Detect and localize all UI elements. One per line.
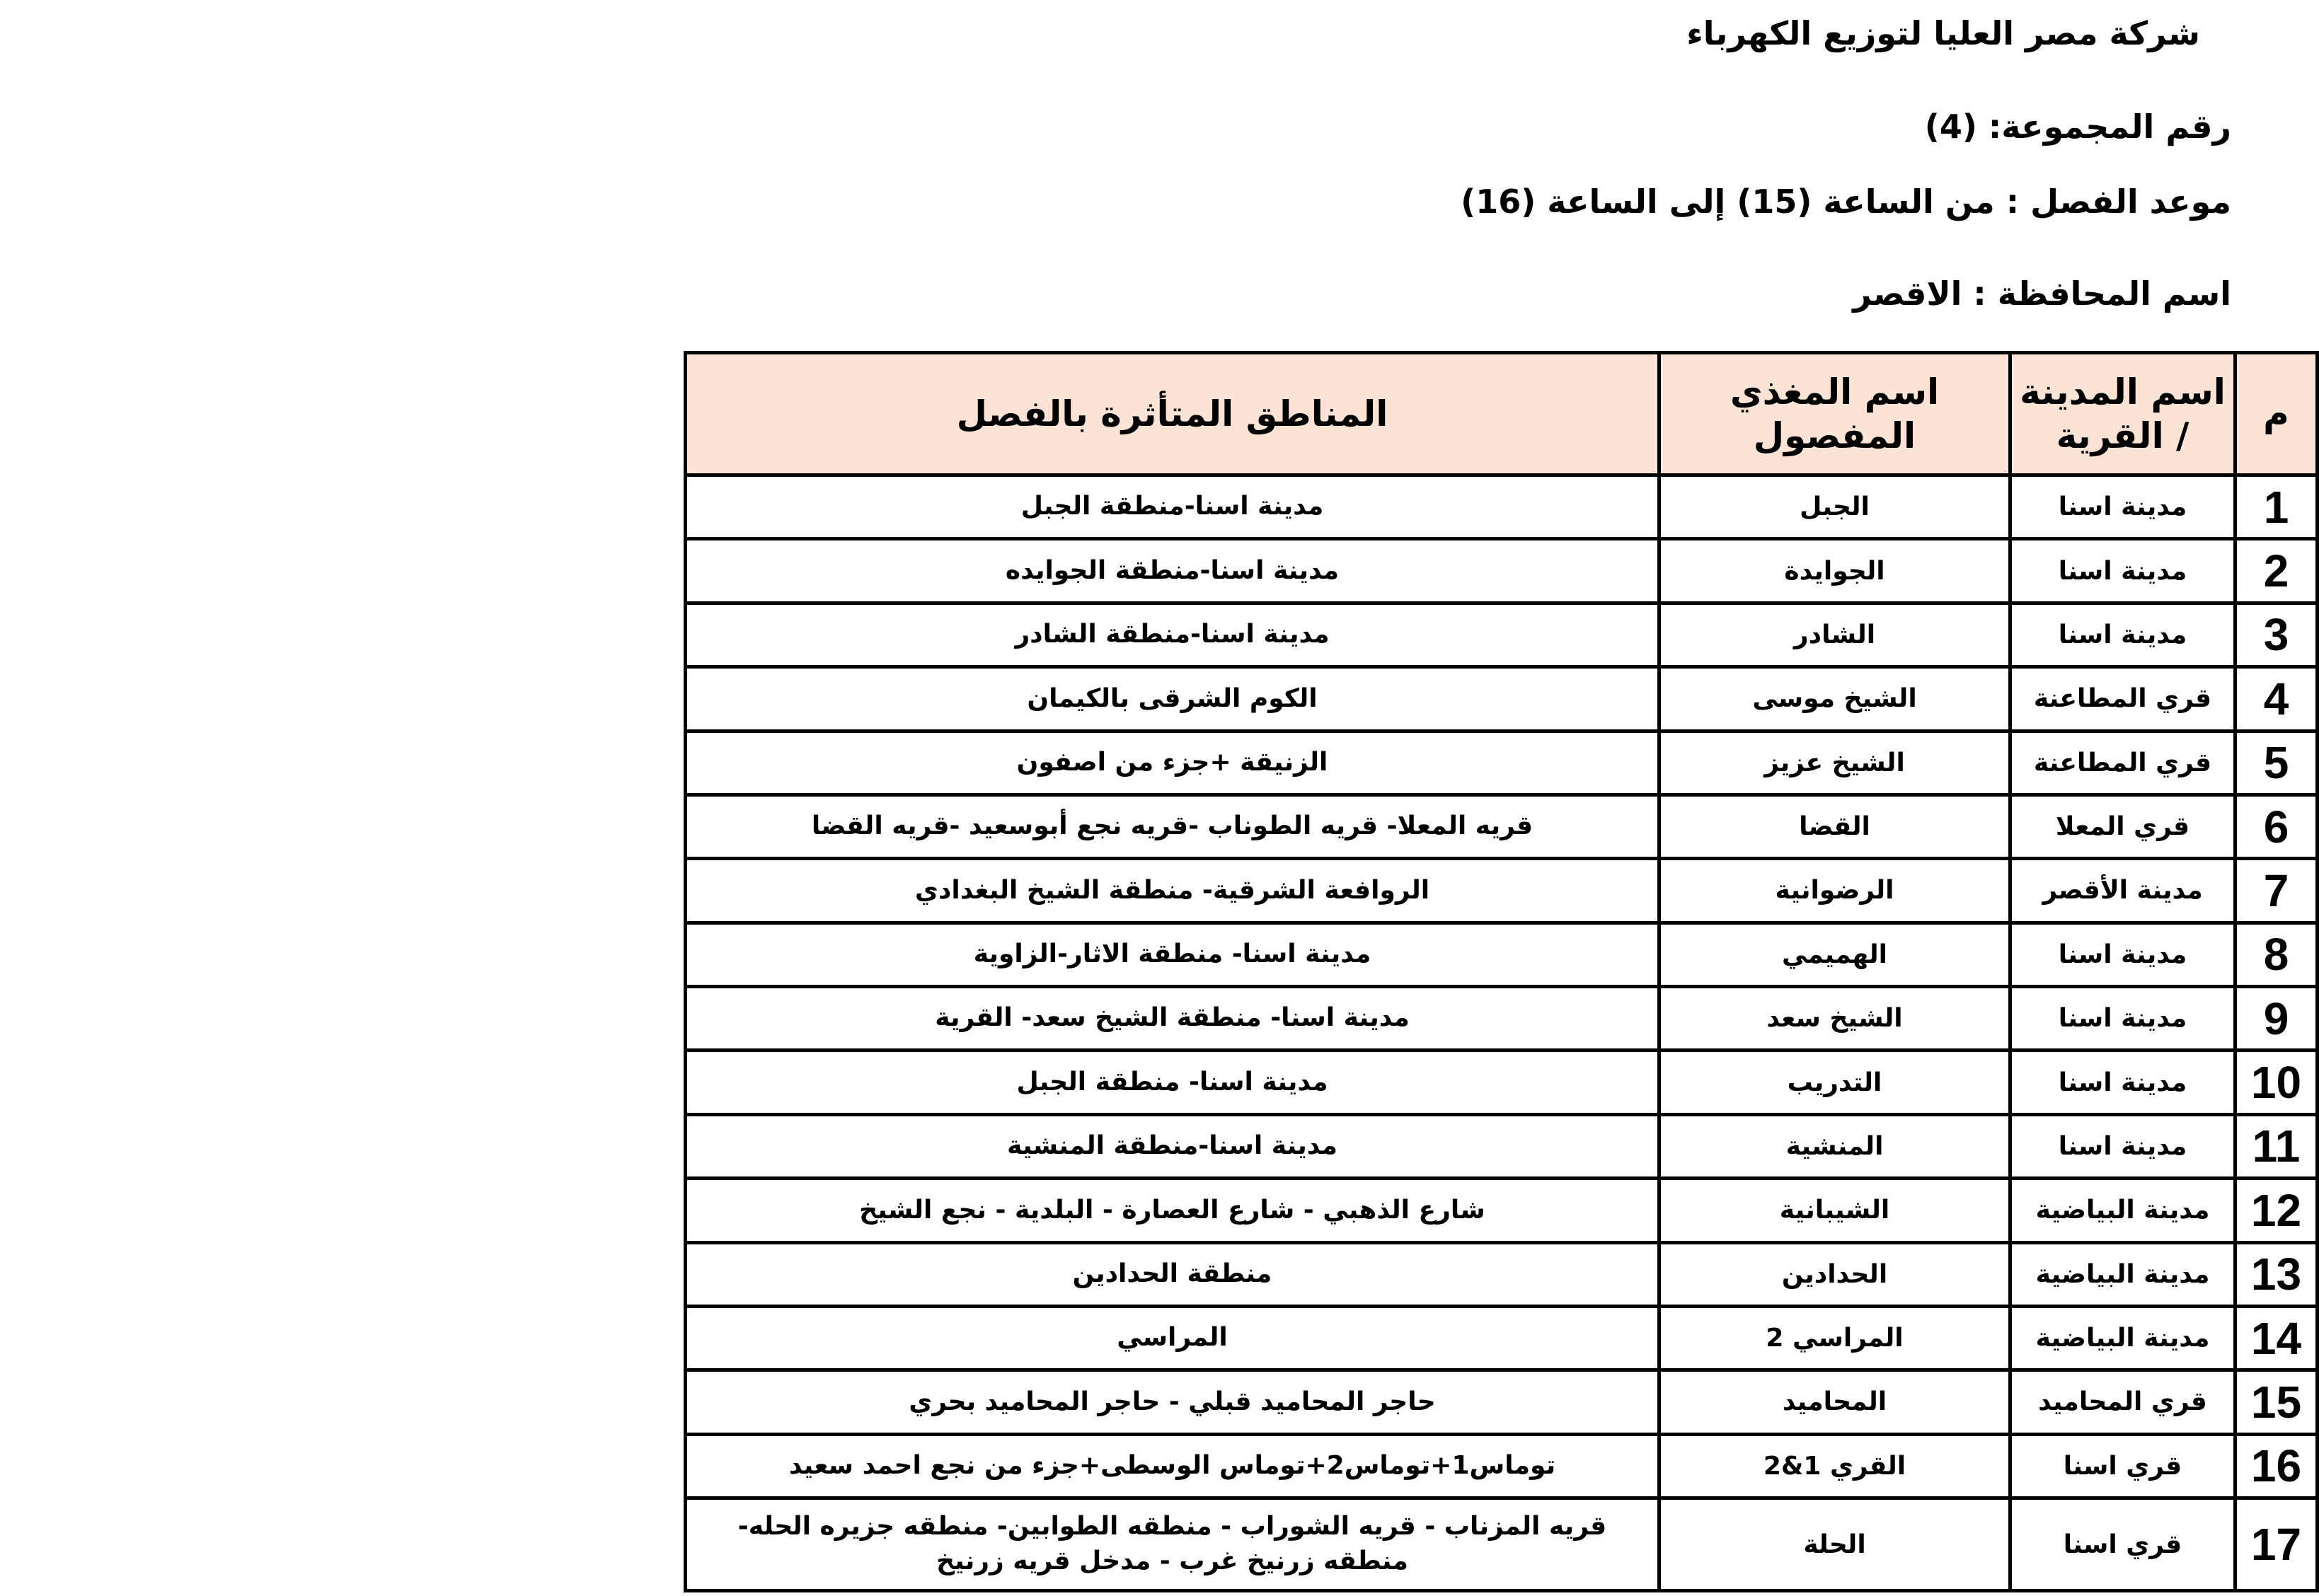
row-feeder: الهميمي [1659, 923, 2010, 986]
row-number: 15 [2235, 1370, 2318, 1434]
table-row [686, 1179, 2318, 1242]
row-number: 11 [2235, 1114, 2318, 1178]
table-header-row [686, 353, 2318, 475]
row-city: قري المطاعنة [2010, 667, 2235, 731]
row-feeder: الشيخ عزيز [1659, 731, 2010, 794]
row-city: مدينة البياضية [2010, 1306, 2235, 1370]
row-city: قري اسنا [2010, 1434, 2235, 1498]
row-city: مدينة اسنا [2010, 539, 2235, 603]
row-city: مدينة اسنا [2010, 1051, 2235, 1114]
row-number: 10 [2235, 1051, 2318, 1114]
table-row [686, 603, 2318, 666]
row-city: مدينة البياضية [2010, 1242, 2235, 1306]
row-city: قري المحاميد [2010, 1370, 2235, 1434]
table-body [686, 475, 2318, 1591]
table-row [686, 1051, 2318, 1114]
company-name: شركة مصر العليا لتوزيع الكهرباء [1686, 14, 2200, 52]
row-feeder: الرضوانية [1659, 859, 2010, 923]
row-city: مدينة اسنا [2010, 603, 2235, 666]
row-number: 8 [2235, 923, 2318, 986]
cutoff-time: موعد الفصل : من الساعة (15) إلى الساعة (16) [1461, 183, 2231, 221]
header-number: م [2235, 353, 2318, 475]
row-affected-areas: مدينة اسنا-منطقة المنشية [686, 1114, 1659, 1178]
row-affected-areas: قريه المعلا- قريه الطوناب -قريه نجع أبوسعيد -قريه القضا [686, 794, 1659, 858]
table-row [686, 1242, 2318, 1306]
row-feeder: الشيخ سعد [1659, 987, 2010, 1051]
row-affected-areas: الكوم الشرقى بالكيمان [686, 667, 1659, 731]
row-feeder: الشيخ موسى [1659, 667, 2010, 731]
row-affected-areas: توماس1+توماس2+توماس الوسطى+جزء من نجع احمد سعيد [686, 1434, 1659, 1498]
row-affected-areas: حاجر المحاميد قبلي - حاجر المحاميد بحري [686, 1370, 1659, 1434]
governorate-name: اسم المحافظة : الاقصر [1853, 274, 2231, 313]
row-number: 3 [2235, 603, 2318, 666]
row-city: مدينة اسنا [2010, 1114, 2235, 1178]
row-feeder: المنشية [1659, 1114, 2010, 1178]
row-city: مدينة الأقصر [2010, 859, 2235, 923]
row-city: مدينة البياضية [2010, 1179, 2235, 1242]
row-affected-areas: مدينة اسنا- منطقة الشيخ سعد- القرية [686, 987, 1659, 1051]
row-affected-areas: الزنيقة +جزء من اصفون [686, 731, 1659, 794]
row-feeder: الجبل [1659, 475, 2010, 539]
row-number: 16 [2235, 1434, 2318, 1498]
row-number: 4 [2235, 667, 2318, 731]
table-row [686, 923, 2318, 986]
row-number: 14 [2235, 1306, 2318, 1370]
table-row [686, 731, 2318, 794]
table-row [686, 539, 2318, 603]
table-row [686, 1370, 2318, 1434]
group-number: رقم المجموعة: (4) [1924, 108, 2231, 146]
row-affected-areas: مدينة اسنا-منطقة الجبل [686, 475, 1659, 539]
row-city: مدينة اسنا [2010, 987, 2235, 1051]
row-city: مدينة اسنا [2010, 475, 2235, 539]
row-feeder: الشيبانية [1659, 1179, 2010, 1242]
outage-schedule-table [684, 351, 2319, 1592]
table-row [686, 859, 2318, 923]
row-city: قري اسنا [2010, 1498, 2235, 1591]
row-number: 13 [2235, 1242, 2318, 1306]
row-number: 7 [2235, 859, 2318, 923]
table-row [686, 475, 2318, 539]
table-row [686, 1114, 2318, 1178]
row-feeder: المراسي 2 [1659, 1306, 2010, 1370]
row-affected-areas: مدينة اسنا- منطقة الاثار-الزاوية [686, 923, 1659, 986]
row-feeder: القري 1&2 [1659, 1434, 2010, 1498]
row-feeder: المحاميد [1659, 1370, 2010, 1434]
row-number: 9 [2235, 987, 2318, 1051]
row-affected-areas: مدينة اسنا-منطقة الشادر [686, 603, 1659, 666]
table-row [686, 794, 2318, 858]
row-affected-areas: الروافعة الشرقية- منطقة الشيخ البغدادي [686, 859, 1659, 923]
table-row [686, 1306, 2318, 1370]
row-city: قري المطاعنة [2010, 731, 2235, 794]
table-row [686, 987, 2318, 1051]
header-affected-areas: المناطق المتأثرة بالفصل [686, 353, 1659, 475]
row-feeder: التدريب [1659, 1051, 2010, 1114]
row-number: 1 [2235, 475, 2318, 539]
row-feeder: الحدادين [1659, 1242, 2010, 1306]
table-row [686, 667, 2318, 731]
table-row [686, 1434, 2318, 1498]
header-feeder: اسم المغذي المفصول [1659, 353, 2010, 475]
row-affected-areas: شارع الذهبي - شارع العصارة - البلدية - نجع الشيخ [686, 1179, 1659, 1242]
row-affected-areas: مدينة اسنا-منطقة الجوايده [686, 539, 1659, 603]
row-city: قري المعلا [2010, 794, 2235, 858]
row-feeder: القضا [1659, 794, 2010, 858]
row-feeder: الجوايدة [1659, 539, 2010, 603]
row-affected-areas: مدينة اسنا- منطقة الجبل [686, 1051, 1659, 1114]
row-affected-areas: قريه المزناب - قريه الشوراب - منطقه الطوابين- منطقه جزيره الحله- منطقه زرنيخ غرب - مدخل قريه زرنيخ [686, 1498, 1659, 1591]
row-number: 2 [2235, 539, 2318, 603]
table-row [686, 1498, 2318, 1591]
row-affected-areas: منطقة الحدادين [686, 1242, 1659, 1306]
row-feeder: الحلة [1659, 1498, 2010, 1591]
row-number: 17 [2235, 1498, 2318, 1591]
row-feeder: الشادر [1659, 603, 2010, 666]
row-affected-areas: المراسي [686, 1306, 1659, 1370]
row-city: مدينة اسنا [2010, 923, 2235, 986]
row-number: 5 [2235, 731, 2318, 794]
row-number: 12 [2235, 1179, 2318, 1242]
header-city: اسم المدينة / القرية [2010, 353, 2235, 475]
row-number: 6 [2235, 794, 2318, 858]
